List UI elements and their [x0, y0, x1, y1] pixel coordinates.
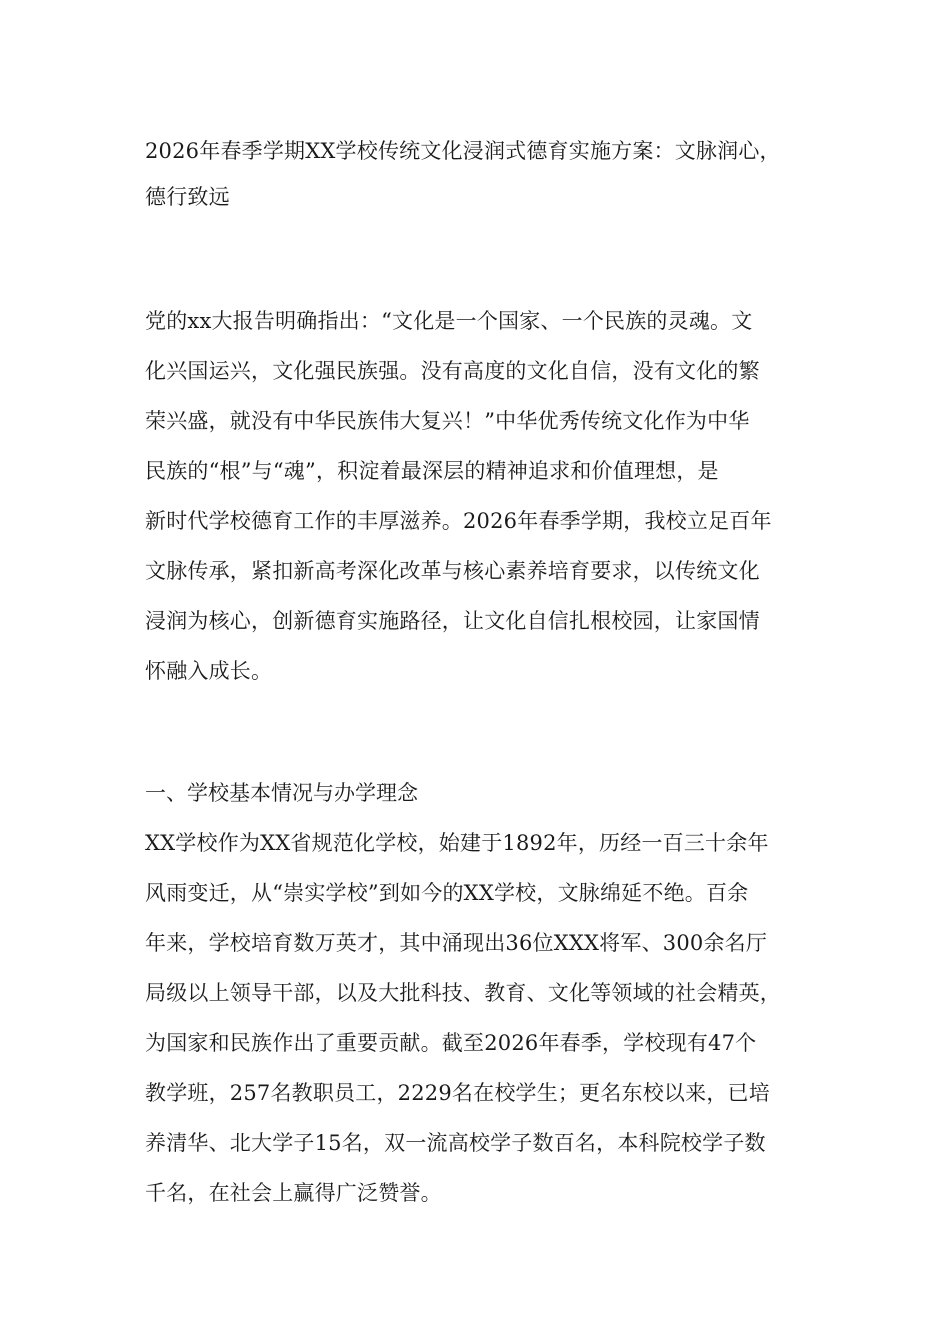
document-body: [145, 128, 835, 1218]
spacer: [145, 696, 835, 768]
section1-paragraph: [145, 818, 835, 1218]
section-heading: 一、学校基本情况与办学理念: [145, 781, 418, 805]
paragraph-line: 风雨变迁，从“崇实学校”到如今的XX学校，文脉绵延不绝。百余: [145, 881, 749, 905]
document-title: [145, 128, 835, 220]
paragraph-line: 怀融入成长。: [145, 659, 273, 683]
spacer: [145, 220, 835, 296]
intro-paragraph: [145, 296, 835, 696]
paragraph-line: XX学校作为XX省规范化学校，始建于1892年，历经一百三十余年: [145, 831, 769, 855]
paragraph-line: 养清华、北大学子15名，双一流高校学子数百名，本科院校学子数: [145, 1131, 766, 1155]
paragraph-line: 浸润为核心，创新德育实施路径，让文化自信扎根校园，让家国情: [145, 609, 760, 633]
paragraph-line: 千名，在社会上赢得广泛赞誉。: [145, 1181, 442, 1205]
paragraph-line: 化兴国运兴，文化强民族强。没有高度的文化自信，没有文化的繁: [145, 359, 760, 383]
paragraph-line: 新时代学校德育工作的丰厚滋养。2026年春季学期，我校立足百年: [145, 509, 772, 533]
paragraph-line: 局级以上领导干部，以及大批科技、教育、文化等领域的社会精英，: [145, 981, 781, 1005]
paragraph-line: 年来，学校培育数万英才，其中涌现出36位XXX将军、300余名厅: [145, 931, 768, 955]
paragraph-line: 民族的“根”与“魂”，积淀着最深层的精神追求和价值理想，是: [145, 459, 719, 483]
paragraph-line: 文脉传承，紧扣新高考深化改革与核心素养培育要求，以传统文化: [145, 559, 760, 583]
title-line: 2026年春季学期XX学校传统文化浸润式德育实施方案：文脉润心，: [145, 139, 781, 163]
paragraph-line: 荣兴盛，就没有中华民族伟大复兴！”中华优秀传统文化作为中华: [145, 409, 750, 433]
paragraph-line: 教学班，257名教职员工，2229名在校学生；更名东校以来，已培: [145, 1081, 770, 1105]
paragraph-line: 为国家和民族作出了重要贡献。截至2026年春季，学校现有47个: [145, 1031, 757, 1055]
title-line: 德行致远: [145, 185, 230, 209]
paragraph-line: 党的xx大报告明确指出：“文化是一个国家、一个民族的灵魂。文: [145, 309, 753, 333]
